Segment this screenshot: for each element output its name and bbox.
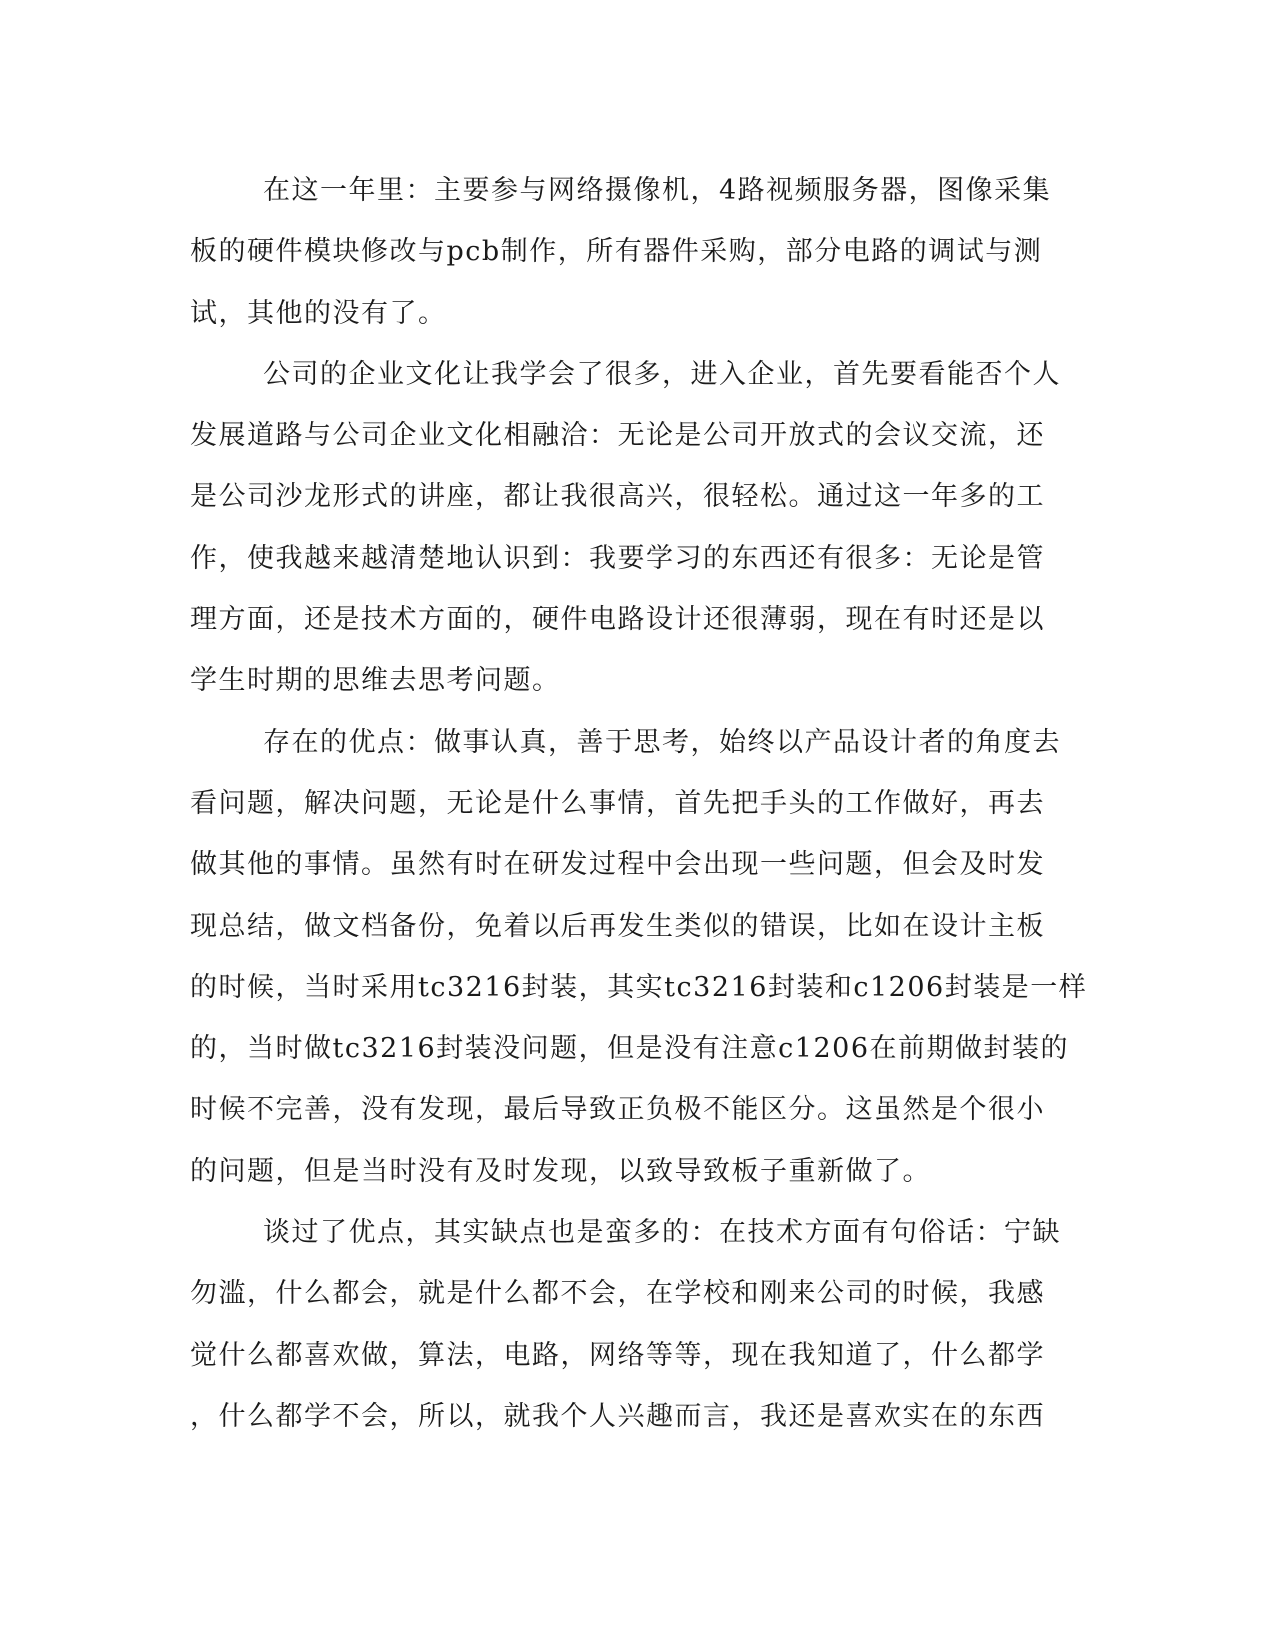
paragraph-2-line-2: 发展道路与公司企业文化相融洽：无论是公司开放式的会议交流，还	[190, 420, 1045, 452]
paragraph-4-line-2: 勿滥，什么都会，就是什么都不会，在学校和刚来公司的时候，我感	[190, 1278, 1045, 1310]
paragraph-2-line-5: 理方面，还是技术方面的，硬件电路设计还很薄弱，现在有时还是以	[190, 604, 1045, 636]
paragraph-2-line-4: 作，使我越来越清楚地认识到：我要学习的东西还有很多：无论是管	[190, 542, 1045, 574]
paragraph-3-line-6: 的，当时做tc3216封装没问题，但是没有注意c1206在前期做封装的	[190, 1033, 1070, 1065]
paragraph-3-line-5: 的时候，当时采用tc3216封装，其实tc3216封装和c1206封装是一样	[190, 971, 1088, 1003]
paragraph-4-line-3: 觉什么都喜欢做，算法，电路，网络等等，现在我知道了，什么都学	[190, 1339, 1045, 1371]
paragraph-2-line-1: 公司的企业文化让我学会了很多，进入企业，首先要看能否个人	[263, 358, 1061, 390]
paragraph-1-line-2: 板的硬件模块修改与pcb制作，所有器件采购，部分电路的调试与测	[190, 236, 1043, 268]
paragraph-2-line-3: 是公司沙龙形式的讲座，都让我很高兴，很轻松。通过这一年多的工	[190, 481, 1045, 513]
paragraph-3-line-7: 时候不完善，没有发现，最后导致正负极不能区分。这虽然是个很小	[190, 1094, 1045, 1126]
paragraph-3-line-2: 看问题，解决问题，无论是什么事情，首先把手头的工作做好，再去	[190, 787, 1045, 819]
paragraph-3-line-4: 现总结，做文档备份，免着以后再发生类似的错误，比如在设计主板	[190, 910, 1045, 942]
paragraph-3-line-1: 存在的优点：做事认真，善于思考，始终以产品设计者的角度去	[263, 726, 1061, 758]
paragraph-1-line-3: 试，其他的没有了。	[190, 297, 447, 329]
paragraph-3-line-3: 做其他的事情。虽然有时在研发过程中会出现一些问题，但会及时发	[190, 849, 1045, 881]
paragraph-1-line-1: 在这一年里：主要参与网络摄像机，4路视频服务器，图像采集	[263, 175, 1052, 206]
paragraph-4-line-1: 谈过了优点，其实缺点也是蛮多的：在技术方面有句俗话：宁缺	[263, 1217, 1061, 1249]
paragraph-4-line-4: ，什么都学不会，所以，就我个人兴趣而言，我还是喜欢实在的东西	[190, 1400, 1045, 1432]
paragraph-3-line-8: 的问题，但是当时没有及时发现，以致导致板子重新做了。	[190, 1155, 931, 1187]
paragraph-2-line-6: 学生时期的思维去思考问题。	[190, 665, 561, 697]
document-body	[190, 160, 1088, 1447]
